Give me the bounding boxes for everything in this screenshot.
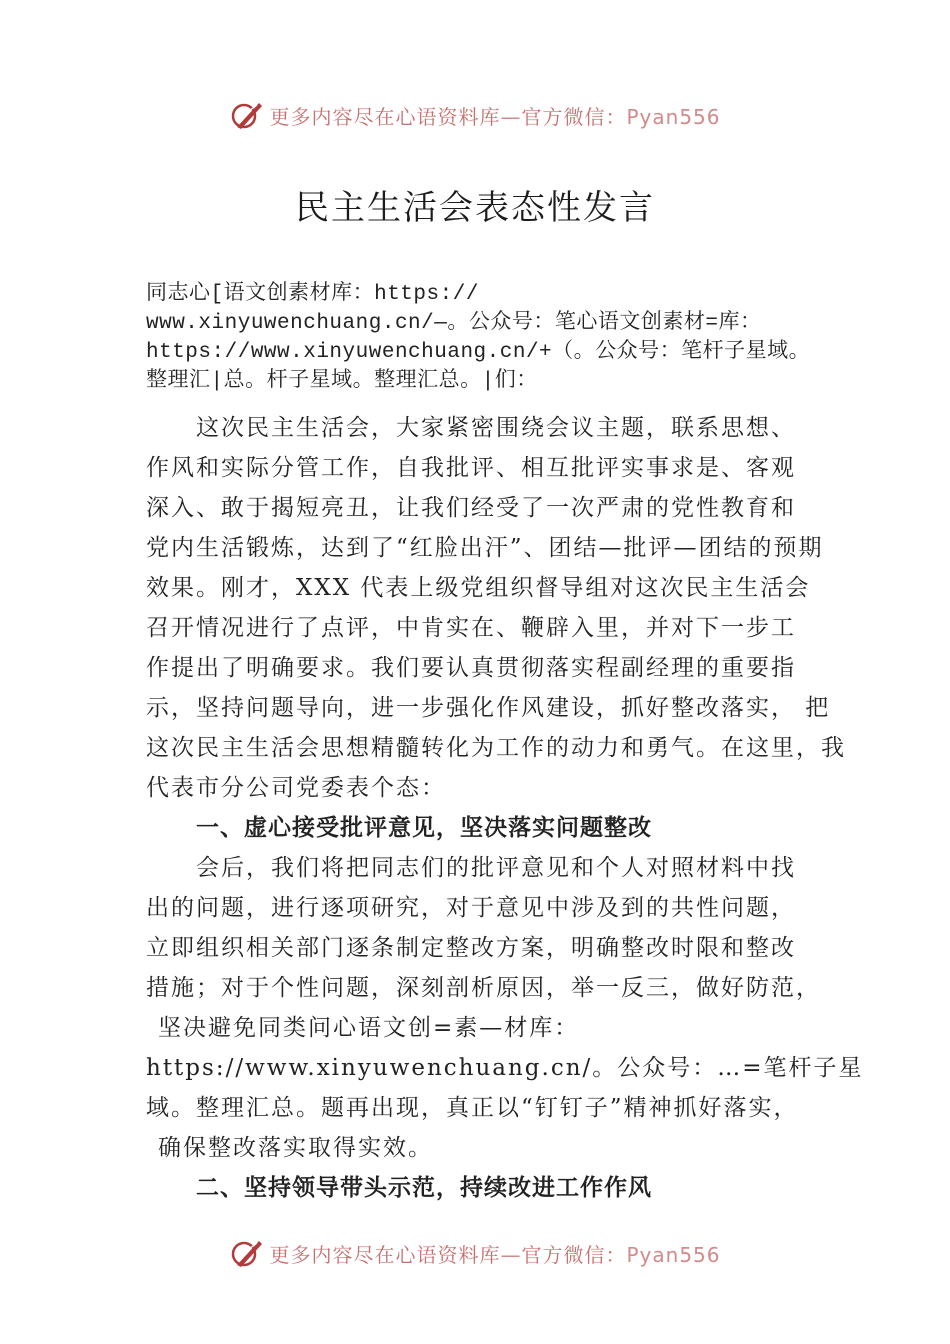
paragraph-line: 效果。刚才，XXX 代表上级党组织督导组对这次民主生活会 xyxy=(146,575,811,601)
footer-banner xyxy=(0,1228,950,1278)
paragraph-line: 出的问题，进行逐项研究，对于意见中涉及到的共性问题， xyxy=(146,895,796,921)
paragraph-line: https://www.xinyuwenchuang.cn/。公众号：…=笔杆子星 xyxy=(146,1055,864,1081)
quill-pen-logo-icon xyxy=(229,97,265,133)
paragraph-line: 作提出了明确要求。我们要认真贯彻落实程副经理的重要指 xyxy=(146,655,796,681)
paragraph-line: 会后，我们将把同志们的批评意见和个人对照材料中找 xyxy=(196,855,796,881)
paragraph-line: 确保整改落实取得实效。 xyxy=(158,1135,433,1161)
paragraph-line: 深入、敢于揭短亮丑，让我们经受了一次严肃的党性教育和 xyxy=(146,495,796,521)
paragraph-line: 坚决避免同类问心语文创=素—材库： xyxy=(158,1015,580,1041)
intro-line: https://www.xinyuwenchuang.cn/+（。公众号：笔杆子星域。 xyxy=(146,341,811,364)
intro-line: 同志心[语文创素材库：https:// xyxy=(146,283,479,306)
banner-text: 更多内容尽在心语资料库—官方微信：Pyan556 xyxy=(269,1242,721,1267)
paragraph-line: 这次民主生活会思想精髓转化为工作的动力和勇气。在这里，我 xyxy=(146,735,846,761)
banner-text: 更多内容尽在心语资料库—官方微信：Pyan556 xyxy=(269,104,721,129)
header-banner xyxy=(0,90,950,140)
paragraph-2 xyxy=(146,848,864,1168)
section-heading-2: 二、坚持领导带头示范，持续改进工作作风 xyxy=(196,1175,652,1201)
document-body xyxy=(146,280,864,1208)
paragraph-1 xyxy=(146,408,846,808)
paragraph-line: 作风和实际分管工作，自我批评、相互批评实事求是、客观 xyxy=(146,455,796,481)
intro-line: www.xinyuwenchuang.cn/—。公众号：笔心语文创素材=库： xyxy=(146,312,762,335)
intro-line: 整理汇|总。杆子星域。整理汇总。|们： xyxy=(146,370,538,393)
paragraph-line: 立即组织相关部门逐条制定整改方案，明确整改时限和整改 xyxy=(146,935,796,961)
intro-block xyxy=(146,280,846,396)
paragraph-line: 示，坚持问题导向，进一步强化作风建设，抓好整改落实， 把 xyxy=(146,695,831,721)
paragraph-line: 召开情况进行了点评，中肯实在、鞭辟入里，并对下一步工 xyxy=(146,615,796,641)
paragraph-line: 代表市分公司党委表个态： xyxy=(146,775,446,801)
quill-pen-logo-icon xyxy=(229,1235,265,1271)
paragraph-line: 域。整理汇总。题再出现，真正以“钉钉子”精神抓好落实， xyxy=(146,1095,799,1121)
paragraph-line: 措施；对于个性问题，深刻剖析原因，举一反三，做好防范， xyxy=(146,975,821,1001)
section-heading-1: 一、虚心接受批评意见，坚决落实问题整改 xyxy=(196,815,652,841)
paragraph-line: 党内生活锻炼，达到了“红脸出汗”、团结—批评—团结的预期 xyxy=(146,535,824,561)
paragraph-line: 这次民主生活会，大家紧密围绕会议主题，联系思想、 xyxy=(196,415,796,441)
document-title: 民主生活会表态性发言 xyxy=(295,188,655,228)
